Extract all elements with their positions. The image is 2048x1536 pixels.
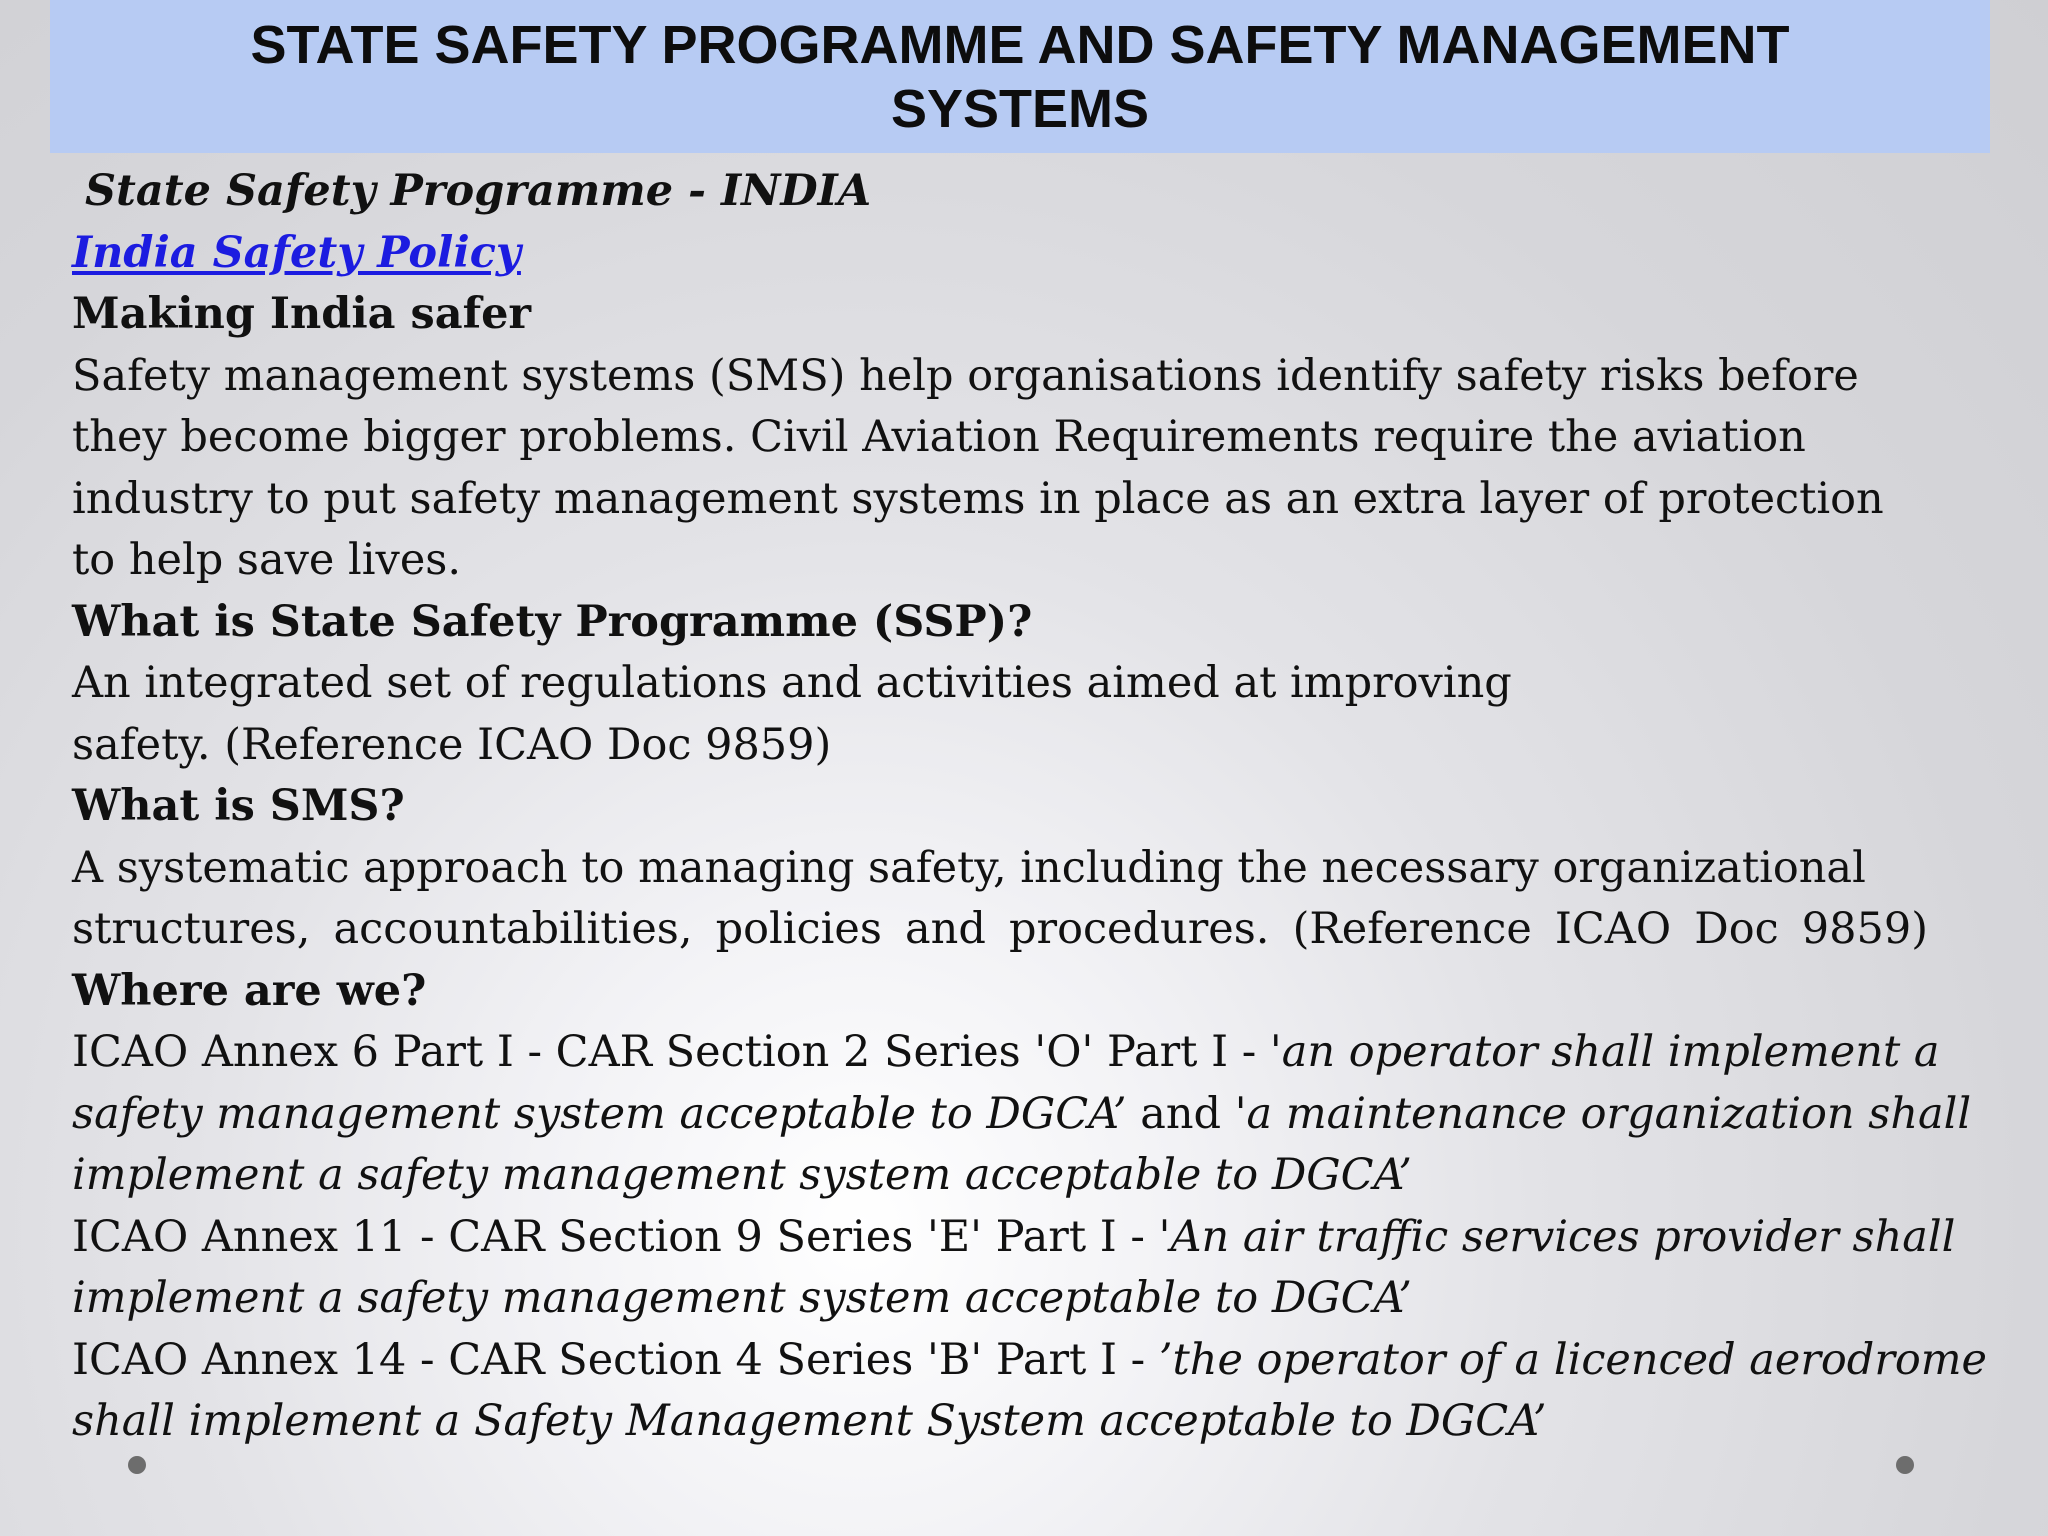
annex11-line-1 — [72, 1207, 1956, 1269]
paragraph-line: An integrated set of regulations and activities aimed at improving — [72, 658, 1512, 708]
annex14-reference: ICAO Annex 14 - CAR Section 4 Series 'B' Part I - — [72, 1334, 1159, 1385]
slide-subtitle: State Safety Programme - INDIA — [85, 166, 872, 216]
annex11-line-2: implement a safety management system acceptable to DGCA’ — [72, 1273, 1412, 1323]
annex6-reference: ICAO Annex 6 Part I - CAR Section 2 Series 'O' Part I - ' — [72, 1027, 1282, 1077]
annex14-line-1 — [72, 1330, 1987, 1392]
paragraph-line: safety. (Reference ICAO Doc 9859) — [72, 719, 832, 770]
annex6-quote: an operator shall implement a — [1281, 1027, 1940, 1077]
annex6-quote: safety management system acceptable to DGCA’ — [72, 1088, 1127, 1139]
paragraph-line: A systematic approach to managing safety, including the necessary organizational — [72, 842, 1866, 893]
annex6-line-1 — [72, 1022, 1940, 1084]
heading-what-is-sms: What is SMS? — [72, 781, 405, 831]
annex6-connector: and ' — [1126, 1088, 1247, 1139]
annex6-line-3: implement a safety management system acceptable to DGCA’ — [72, 1150, 1412, 1200]
heading-where-are-we: Where are we? — [72, 965, 427, 1016]
slide-title-line-1: STATE SAFETY PROGRAMME AND SAFETY MANAGEMENT — [250, 14, 1790, 75]
annex14-quote: ’the operator of a licenced aerodrome — [1158, 1334, 1987, 1385]
india-safety-policy-link[interactable]: India Safety Policy — [72, 227, 521, 278]
paragraph-line: structures, accountabilities, policies and procedures. (Reference ICAO Doc 9859) — [72, 904, 1928, 954]
decorative-dot-left-icon — [128, 1456, 146, 1474]
annex11-reference: ICAO Annex 11 - CAR Section 9 Series 'E' Part I - ' — [72, 1211, 1171, 1262]
paragraph-line: they become bigger problems. Civil Aviation Requirements require the aviation — [72, 412, 1806, 462]
paragraph-line: Safety management systems (SMS) help organisations identify safety risks before — [72, 350, 1859, 401]
paragraph-line: to help save lives. — [72, 535, 462, 585]
slide-body — [72, 161, 1987, 1453]
annex11-quote: An air traffic services provider shall — [1170, 1211, 1956, 1262]
india-safety-policy-row — [72, 223, 1932, 285]
annex6-quote: a maintenance organization shall — [1246, 1088, 1972, 1139]
annex14-line-2: shall implement a Safety Management System acceptable to DGCA’ — [72, 1396, 1547, 1446]
heading-making-india-safer: Making India safer — [72, 289, 532, 339]
slide-title-bar — [50, 0, 1990, 153]
annex6-line-2 — [72, 1084, 1972, 1146]
paragraph-line: industry to put safety management systems in place as an extra layer of protection — [72, 473, 1884, 524]
slide-title-line-2: SYSTEMS — [890, 78, 1150, 139]
heading-what-is-ssp: What is State Safety Programme (SSP)? — [72, 596, 1033, 647]
decorative-dot-right-icon — [1896, 1456, 1914, 1474]
